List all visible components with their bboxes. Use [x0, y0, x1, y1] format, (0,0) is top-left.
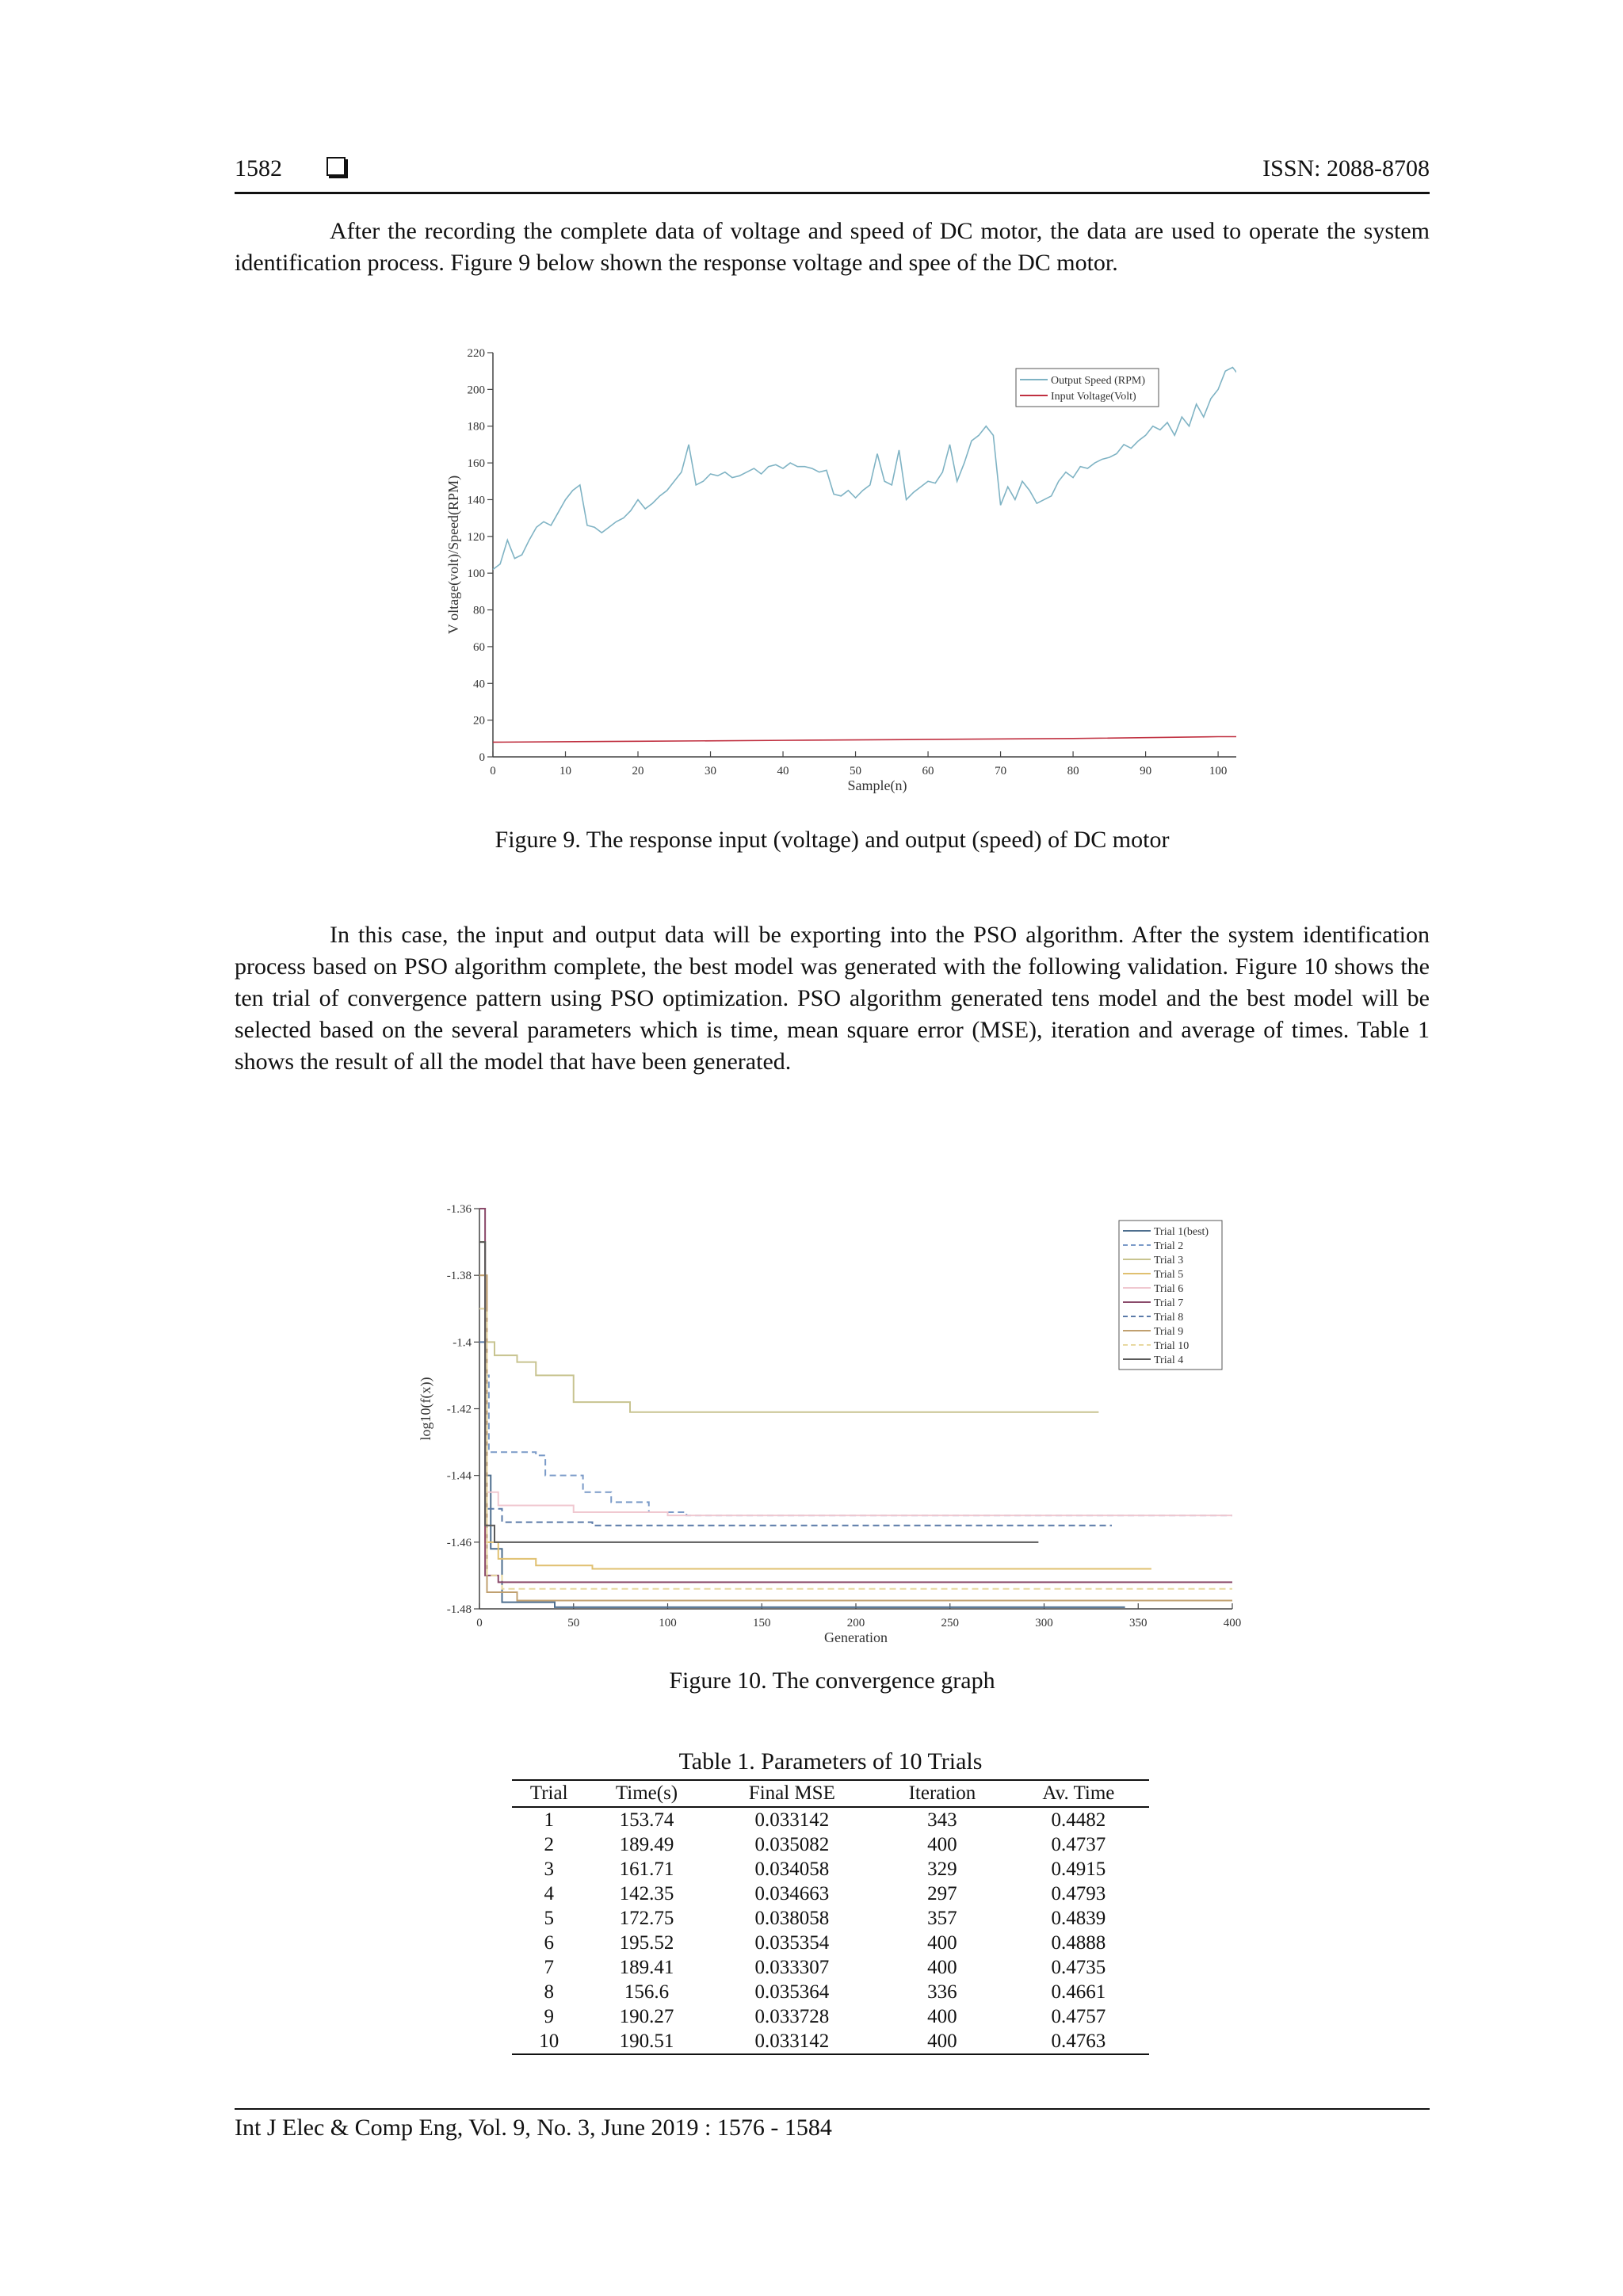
table-cell: 190.27 — [619, 2006, 674, 2027]
column-header: Final MSE — [708, 1780, 876, 1807]
table-cell: 400 — [927, 1957, 957, 1978]
table-cell: 336 — [927, 1981, 957, 2003]
square-bullet-icon — [327, 157, 346, 176]
table-cell: 0.034663 — [754, 1883, 830, 1904]
y-tick-label: -1.46 — [446, 1536, 472, 1549]
x-tick-label: 250 — [941, 1617, 959, 1629]
table-cell: 0.034058 — [754, 1859, 830, 1880]
table-cell: 7 — [544, 1957, 554, 1978]
x-tick-label: 60 — [922, 765, 934, 777]
series-line — [479, 1242, 1038, 1542]
table-cell: 400 — [876, 2029, 1008, 2054]
legend-label: Trial 1(best) — [1154, 1226, 1209, 1238]
table-cell: 161.71 — [619, 1859, 674, 1880]
y-tick-label: -1.36 — [446, 1203, 472, 1216]
table-header-row — [512, 1780, 1149, 1807]
figure-9-caption: Figure 9. The response input (voltage) and output (speed) of DC motor — [495, 827, 1170, 853]
x-tick-label: 100 — [1209, 765, 1228, 777]
table-cell: 0.035082 — [754, 1834, 830, 1855]
x-tick-label: 150 — [753, 1617, 771, 1629]
y-tick-label: 180 — [467, 420, 485, 434]
table-cell: 0.4915 — [1051, 1859, 1106, 1880]
table-row — [512, 1881, 1149, 1906]
x-tick-label: 350 — [1129, 1617, 1148, 1629]
x-axis-label: Sample(n) — [847, 777, 907, 793]
table-row — [512, 2004, 1149, 2029]
y-tick-label: 20 — [473, 714, 485, 728]
series-line — [479, 1242, 1125, 1607]
table-cell: 8 — [544, 1981, 554, 2003]
table-cell: 400 — [927, 1932, 957, 1954]
x-tick-label: 300 — [1035, 1617, 1053, 1629]
table-cell: 0.4757 — [1051, 2006, 1106, 2027]
y-tick-label: 220 — [467, 347, 485, 360]
table-cell: 0.4888 — [1051, 1932, 1106, 1954]
footer-citation: Int J Elec & Comp Eng, Vol. 9, No. 3, June 2019 : 1576 - 1584 — [235, 2115, 832, 2141]
figure-10-caption: Figure 10. The convergence graph — [669, 1668, 995, 1694]
figure-10-chart — [416, 1193, 1256, 1645]
series-line — [493, 737, 1236, 743]
table-row — [512, 1980, 1149, 2004]
table-row — [512, 2029, 1149, 2054]
y-tick-label: 140 — [467, 494, 485, 507]
table-cell: 0.4661 — [1051, 1981, 1106, 2003]
y-tick-label: 0 — [479, 751, 485, 764]
paragraph-pso: In this case, the input and output data will be exporting into the PSO algorithm. After the system identification process based on PSO algorithm complete, the best model was generated with the following validation. Figure 10 shows the ten trial of convergence pattern using PSO optimization. PSO algorithm generated tens model and the best model will be selected based on the several parameters which is time, mean square error (MSE), iteration and average of times. Table 1 shows the result of all the model that have been generated. — [235, 922, 1430, 1075]
issn-label: ISSN: 2088-8708 — [1262, 155, 1430, 181]
table-cell: 156.6 — [624, 1981, 670, 2003]
legend-label: Trial 2 — [1154, 1240, 1184, 1252]
y-tick-label: 200 — [467, 384, 485, 397]
legend-label: Trial 3 — [1154, 1255, 1184, 1266]
y-tick-label: 40 — [473, 678, 485, 691]
figure-9-chart — [444, 341, 1236, 800]
table-cell: 343 — [927, 1809, 957, 1831]
x-tick-label: 10 — [559, 765, 572, 777]
x-tick-label: 80 — [1067, 765, 1079, 777]
y-tick-label: -1.42 — [446, 1403, 472, 1416]
table-cell: 142.35 — [619, 1883, 674, 1904]
y-axis-label: log10(f(x)) — [418, 1377, 433, 1441]
table-cell: 0.4793 — [1051, 1883, 1106, 1904]
y-tick-label: 60 — [473, 640, 485, 654]
y-tick-label: 160 — [467, 457, 485, 471]
table-cell: 0.033728 — [754, 2006, 830, 2027]
x-tick-label: 70 — [995, 765, 1007, 777]
legend-label: Trial 5 — [1154, 1269, 1184, 1281]
table-cell: 357 — [927, 1908, 957, 1929]
table-cell: 400 — [927, 2006, 957, 2027]
header-divider — [235, 192, 1430, 194]
x-tick-label: 0 — [490, 765, 496, 777]
table-cell: 0.033307 — [754, 1957, 830, 1978]
table-cell: 4 — [544, 1883, 554, 1904]
table-cell: 0.4839 — [1051, 1908, 1106, 1929]
y-tick-label: -1.44 — [446, 1469, 472, 1483]
table-cell: 0.4482 — [1051, 1809, 1106, 1831]
table-row — [512, 1832, 1149, 1857]
table-cell: 189.49 — [619, 1834, 674, 1855]
table-cell: 190.51 — [586, 2029, 707, 2054]
table-cell: 9 — [544, 2006, 554, 2027]
table-body — [512, 1807, 1149, 2054]
table-row — [512, 1955, 1149, 1980]
x-tick-label: 100 — [659, 1617, 677, 1629]
table-cell: 6 — [544, 1932, 554, 1954]
y-tick-label: -1.4 — [453, 1336, 472, 1350]
table-cell: 0.033142 — [754, 1809, 830, 1831]
column-header: Iteration — [876, 1780, 1008, 1807]
table-cell: 0.4735 — [1051, 1957, 1106, 1978]
x-tick-label: 400 — [1223, 1617, 1242, 1629]
x-tick-label: 30 — [705, 765, 717, 777]
legend-label: Trial 8 — [1154, 1312, 1184, 1324]
column-header: Time(s) — [586, 1780, 707, 1807]
table-cell: 189.41 — [619, 1957, 674, 1978]
y-axis-label: V oltage(volt)/Speed(RPM) — [445, 475, 461, 635]
y-tick-label: 80 — [473, 604, 485, 617]
parameters-table — [512, 1779, 1149, 2055]
legend-label: Output Speed (RPM) — [1051, 375, 1145, 387]
series-line — [479, 1275, 1098, 1412]
table-caption: Table 1. Parameters of 10 Trials — [678, 1748, 983, 1775]
legend-label: Trial 6 — [1154, 1283, 1184, 1295]
legend-label: Trial 7 — [1154, 1297, 1184, 1309]
x-tick-label: 20 — [632, 765, 644, 777]
legend-label: Input Voltage(Volt) — [1051, 391, 1136, 403]
x-tick-label: 40 — [777, 765, 789, 777]
table-cell: 172.75 — [619, 1908, 674, 1929]
table-cell: 0.035364 — [754, 1981, 830, 2003]
y-tick-label: 120 — [467, 530, 485, 544]
footer-divider — [235, 2108, 1430, 2110]
x-tick-label: 90 — [1140, 765, 1152, 777]
legend-label: Trial 9 — [1154, 1326, 1184, 1338]
x-tick-label: 0 — [476, 1617, 483, 1629]
table-cell: 2 — [544, 1834, 554, 1855]
table-cell: 1 — [544, 1809, 554, 1831]
page-number: 1582 — [235, 155, 282, 181]
paragraph-intro: After the recording the complete data of voltage and speed of DC motor, the data are used to operate the system identification process. Figure 9 below shown the response voltage and spee of the DC motor. — [235, 218, 1430, 276]
y-tick-label: 100 — [467, 567, 485, 581]
y-tick-label: -1.38 — [446, 1270, 472, 1283]
x-tick-label: 50 — [850, 765, 862, 777]
table-cell: 0.038058 — [754, 1908, 830, 1929]
table-cell: 0.4737 — [1051, 1834, 1106, 1855]
table-cell: 329 — [927, 1859, 957, 1880]
legend-label: Trial 10 — [1154, 1340, 1190, 1352]
table-cell: 195.52 — [619, 1932, 674, 1954]
column-header: Trial — [512, 1780, 586, 1807]
table-cell: 10 — [512, 2029, 586, 2054]
table-row — [512, 1807, 1149, 1832]
series-line — [479, 1242, 1151, 1568]
table-row — [512, 1857, 1149, 1881]
x-tick-label: 200 — [846, 1617, 865, 1629]
series-line — [479, 1342, 1112, 1525]
table-row — [512, 1931, 1149, 1955]
y-tick-label: -1.48 — [446, 1603, 472, 1616]
legend-label: Trial 4 — [1154, 1354, 1184, 1366]
table-cell: 0.033142 — [708, 2029, 876, 2054]
table-cell: 297 — [927, 1883, 957, 1904]
x-tick-label: 50 — [567, 1617, 580, 1629]
x-axis-label: Generation — [824, 1629, 888, 1645]
table-cell: 5 — [544, 1908, 554, 1929]
table-cell: 400 — [927, 1834, 957, 1855]
table-cell: 3 — [544, 1859, 554, 1880]
table-cell: 0.4763 — [1008, 2029, 1149, 2054]
table-cell: 153.74 — [619, 1809, 674, 1831]
table-row — [512, 1906, 1149, 1931]
table-cell: 0.035354 — [754, 1932, 830, 1954]
column-header: Av. Time — [1008, 1780, 1149, 1807]
